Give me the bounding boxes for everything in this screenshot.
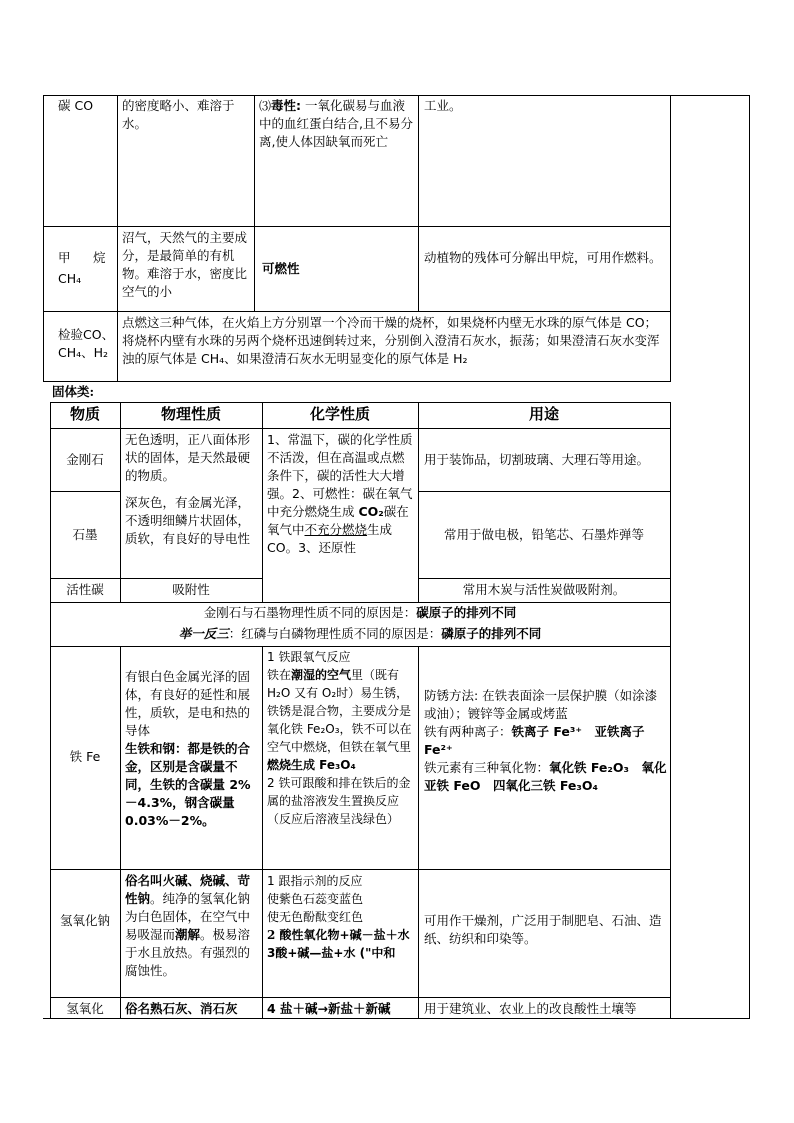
co-chemical xyxy=(259,97,415,151)
iron-chem-1: 1 铁跟氧气反应 xyxy=(267,650,351,664)
table-border xyxy=(120,402,121,602)
note2-italic: 举一反三 xyxy=(178,626,229,641)
naoh-physical-text1: 。纯净的氢氧化钠为白色固体，在空气中易吸湿而 xyxy=(125,891,251,942)
table-border xyxy=(43,95,750,96)
activated-use: 常用木炭与活性炭做吸附剂。 xyxy=(462,582,626,597)
graphite-physical: 深灰色，有金属光泽，不透明细鳞片状固体，质软，有良好的导电性 xyxy=(125,495,251,546)
co-use: 工业。 xyxy=(424,98,462,113)
naoh-chem-5: 3酸+碱—盐+水 ("中和 xyxy=(267,946,396,960)
table-border xyxy=(418,578,671,579)
table-border xyxy=(43,226,671,227)
table-border xyxy=(120,646,121,1019)
naoh-physical-bold: 俗名叫火碱、烧碱、苛性钠 xyxy=(125,873,251,906)
iron-use xyxy=(424,687,668,795)
caoh-physical: 俗名熟石灰、消石灰 xyxy=(125,1001,238,1016)
co-chemical-num: ⑶ xyxy=(259,99,272,113)
table-border xyxy=(43,381,671,382)
carbon-chem-co2: CO₂ xyxy=(358,504,384,519)
table-border xyxy=(254,95,255,311)
naoh-chemical xyxy=(267,872,415,962)
header-substance: 物质 xyxy=(69,405,100,423)
table-border xyxy=(418,402,419,602)
table-border xyxy=(418,491,671,492)
table-border xyxy=(43,95,44,382)
ch4-use: 动植物的残体可分解出甲烷，可用作燃料。 xyxy=(424,250,662,265)
iron-use-3 xyxy=(424,759,668,795)
graphite-use: 常用于做电极，铅笔芯、石墨炸弹等 xyxy=(443,527,644,542)
carbon-chem-part3: 生成 CO。3、还原性 xyxy=(267,522,393,555)
table-border xyxy=(50,602,671,603)
note-diamond-graphite xyxy=(50,604,670,622)
carbon-chem-part1: 1、常温下，碳的化学性质不活泼，但在高温或点燃条件下，碳的活性大大增强。2、可燃性：碳在氧气中充分燃烧生成 xyxy=(267,432,413,519)
section-title: 固体类: xyxy=(52,384,95,399)
ch4-physical: 沼气，天然气的主要成分，是最简单的有机物。难溶于水，密度比空气的小 xyxy=(122,230,248,299)
table-border xyxy=(50,869,671,870)
caoh-use: 用于建筑业、农业上的改良酸性土壤等 xyxy=(424,1001,637,1016)
naoh-physical xyxy=(125,872,259,980)
iron-use-3a: 铁元素有三种氧化物： xyxy=(424,760,550,775)
table-border xyxy=(418,646,419,1019)
table-border xyxy=(262,646,263,1019)
ch4-substance-a: 甲 xyxy=(58,250,71,265)
iron-chem-2b: 潮湿的空气 xyxy=(291,668,352,682)
iron-chem-3: 2 铁可跟酸和排在铁后的金属的盐溶液发生置换反应（反应后溶液呈浅绿色） xyxy=(267,776,411,826)
test-text: 点燃这三种气体，在火焰上方分别罩一个冷而干燥的烧杯，如果烧杯内壁无水珠的原气体是 CO；将烧杯内壁有水珠的另两个烧杯迅速倒转过来，分别倒入澄清石灰水，振荡；如果澄清石灰水变浑浊的原气体是 CH₄、如果澄清石灰水无明显变化的原气体是 H₂ xyxy=(122,315,660,366)
table-border xyxy=(50,997,671,998)
iron-physical-text: 有银白色金属光泽的固体，有良好的延性和展性，质软，是电和热的导体 xyxy=(125,669,251,738)
table-border xyxy=(670,95,671,382)
naoh-chem-2: 使紫色石蕊变蓝色 xyxy=(267,892,364,906)
ch4-substance-b: 烷 xyxy=(93,250,106,265)
naoh-physical-text2: 。极易溶于水且放热。有强烈的腐蚀性。 xyxy=(125,927,251,978)
naoh-chem-1: 1 跟指示剂的反应 xyxy=(267,874,363,888)
table-border xyxy=(43,1018,750,1019)
header-use: 用途 xyxy=(528,405,559,423)
ch4-formula: CH₄ xyxy=(58,271,82,286)
caoh-chemical: 4 盐＋碱→新盐＋新碱 xyxy=(267,1001,391,1016)
iron-physical-bold: 生铁和钢：都是铁的合金，区别是含碳量不同，生铁的含碳量 2%－4.3%，钢含碳量 0.03%－2%。 xyxy=(125,741,251,828)
note-phosphorus xyxy=(50,625,670,643)
page-right-border xyxy=(749,95,750,1019)
naoh-chem-4: 2 酸性氧化物+碱－盐＋水 xyxy=(267,928,410,942)
naoh-physical-bold2: 潮解 xyxy=(175,927,201,942)
test-label: 检验CO、CH₄、H₂ xyxy=(58,327,115,360)
table-border xyxy=(50,402,671,403)
diamond-physical: 无色透明，正八面体形状的固体，是天然最硬的物质。 xyxy=(125,432,251,483)
iron-use-2b: 铁离子 Fe³⁺ 亚铁离子 Fe²⁺ xyxy=(424,724,645,757)
table-border xyxy=(50,578,263,579)
table-border xyxy=(50,428,671,429)
carbon-chem-part2: 碳在氧气中 xyxy=(267,504,409,537)
ch4-chemical: 可燃性 xyxy=(262,261,300,276)
note1-text: 金刚石与石墨物理性质不同的原因是： xyxy=(203,605,417,620)
table-border xyxy=(50,491,121,492)
table-border xyxy=(418,95,419,311)
table-border xyxy=(117,95,118,311)
note2-text: ：红磷与白磷物理性质不同的原因是： xyxy=(228,626,442,641)
table-border xyxy=(43,311,671,312)
iron-chem-2d: 燃烧生成 Fe₃O₄ xyxy=(267,758,356,772)
header-chemical: 化学性质 xyxy=(309,405,370,423)
naoh-use: 可用作干燥剂，广泛用于制肥皂、石油、造纸、纺织和印染等。 xyxy=(424,913,662,946)
iron-chem-2a: 铁在 xyxy=(267,668,292,682)
naoh-chem-3: 使无色酚酞变红色 xyxy=(267,910,364,924)
co-chemical-text: 一氧化碳易与血液中的血红蛋白结合,且不易分离,使人体因缺氧而死亡 xyxy=(259,98,413,149)
iron-use-3b: 氧化铁 Fe₂O₃ 氧化亚铁 FeO 四氧化三铁 Fe₃O₄ xyxy=(424,760,667,793)
table-border xyxy=(117,312,118,382)
iron-name: 铁 Fe xyxy=(69,749,101,764)
iron-physical xyxy=(125,668,259,830)
table-border xyxy=(50,646,671,647)
co-chemical-bold: 毒性: xyxy=(271,98,302,113)
diamond-use: 用于装饰品，切割玻璃、大理石等用途。 xyxy=(424,452,650,467)
note1-bold: 碳原子的排列不同 xyxy=(416,605,517,620)
carbon-chemical xyxy=(267,431,415,557)
iron-chem-2c: 里（既有 H₂O 又有 O₂时）易生锈，铁锈是混合物，主要成分是氧化铁 Fe₂O₃，铁不可以在空气中燃烧，但铁在氧气里 xyxy=(267,668,412,754)
graphite-name: 石墨 xyxy=(72,527,98,542)
header-physical: 物理性质 xyxy=(160,405,221,423)
co-substance: 碳 CO xyxy=(58,98,94,113)
caoh-name: 氢氧化 xyxy=(66,1001,104,1016)
table-border xyxy=(262,402,263,602)
co-physical: 的密度略小、难溶于水。 xyxy=(122,98,235,131)
carbon-chem-incomplete: 不充分燃烧 xyxy=(304,522,368,537)
table-border xyxy=(670,402,671,1019)
iron-chem-2 xyxy=(267,666,415,774)
naoh-name: 氢氧化钠 xyxy=(59,913,110,928)
iron-use-2a: 铁有两种离子： xyxy=(424,724,512,739)
activated-physical: 吸附性 xyxy=(172,582,210,597)
activated-name: 活性碳 xyxy=(66,582,104,597)
note2-bold: 磷原子的排列不同 xyxy=(441,626,542,641)
iron-use-1: 防锈方法: 在铁表面涂一层保护膜（如涂漆或油）；镀锌等金属或烤蓝 xyxy=(424,688,658,721)
diamond-name: 金刚石 xyxy=(66,452,104,467)
iron-use-2 xyxy=(424,723,668,759)
iron-chemical xyxy=(267,648,415,828)
